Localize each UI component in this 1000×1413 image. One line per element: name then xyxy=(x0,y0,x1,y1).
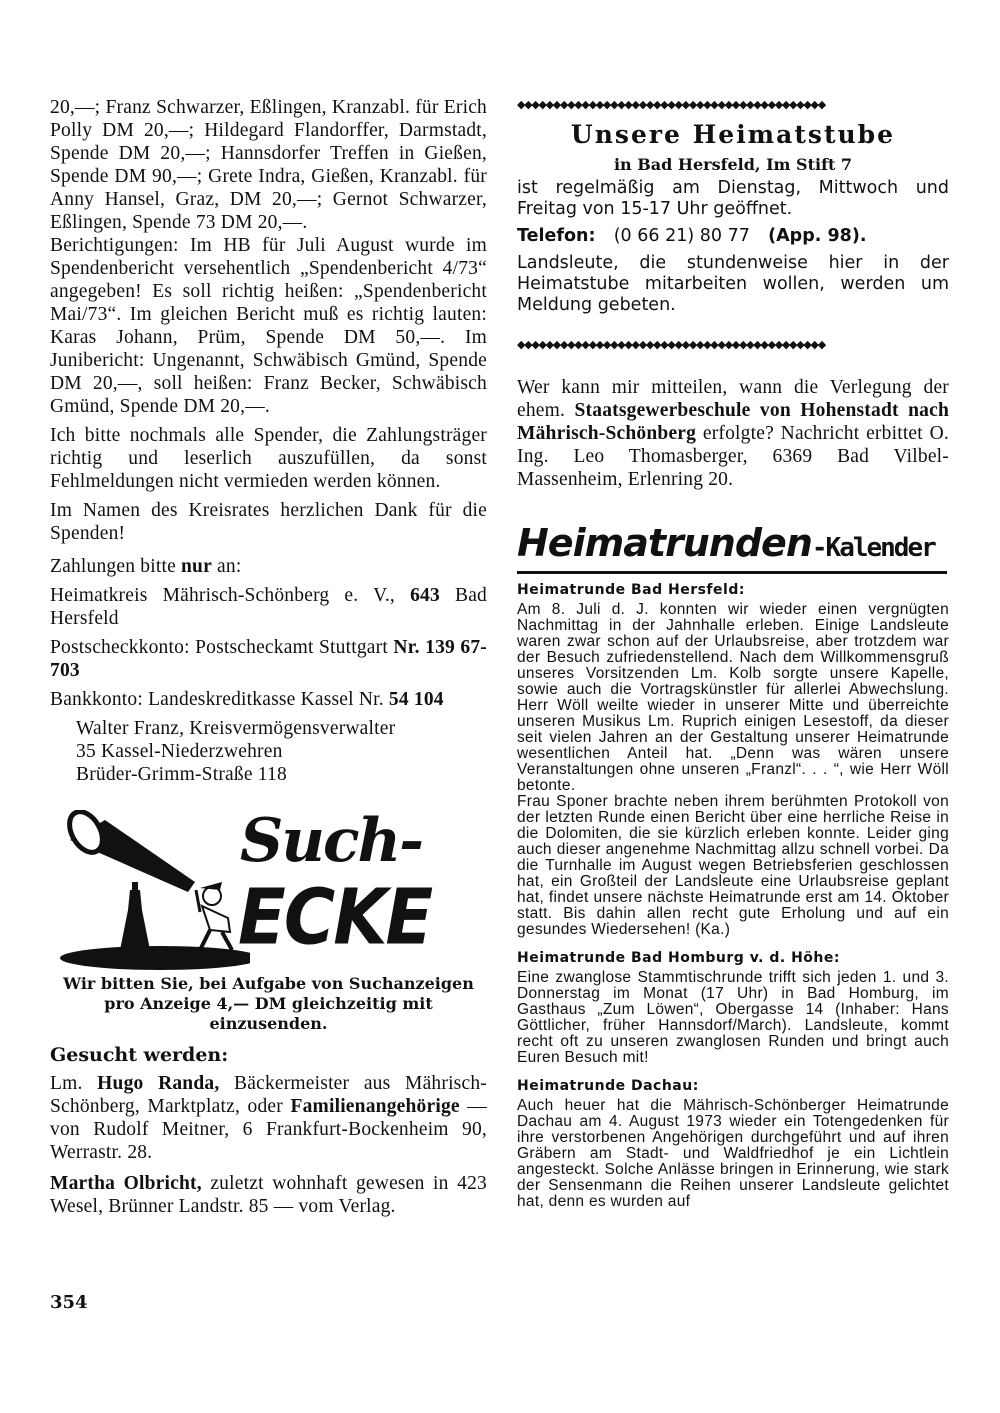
telescope-man-illustration xyxy=(50,810,250,970)
suchecke-title-block: ECKE xyxy=(238,871,432,963)
section-paragraph: Auch heuer hat die Mährisch-Schönberger Heimatrunde Dachau am 4. August 1973 wieder ein Totengedenken für ihre verstorbenen Angehörigen durchgeführt und auf ihren Gräbern am Stadt- und Waldfriedhof je ein Lichtlein angesteckt. Solche Anlässe bringen in Erinnerung, wie stark der Sensenmann die Reihen unserer Landsleute gelichtet hat, denn es wurden auf xyxy=(517,1097,949,1210)
left-column xyxy=(50,96,487,1218)
kalender-rule xyxy=(517,571,947,574)
suchecke-title-script: Such- xyxy=(240,806,423,876)
section-heading: Heimatrunde Bad Homburg v. d. Höhe: xyxy=(517,950,840,966)
heimatstube-volunteers: Landsleute, die stundenweise hier in der Heimatstube mitarbeiten wollen, werden um Meldung gebeten. xyxy=(517,253,949,315)
contact-line: 35 Kassel-Niederzwehren xyxy=(76,741,283,762)
heimatstube-title: Unsere Heimatstube xyxy=(570,120,896,149)
section-paragraph: Am 8. Juli d. J. konnten wir wieder einen vergnügten Nachmittag in der Jahnhalle erleben. Einige Landsleute waren zwar schon auf der Urlaubsreise, aber trotzdem war der Besuch zufriedenstellend. Nach dem Willkommensgruß unseres Vorsitzenden Lm. Kolb sorgte unsere Kapelle, sowie auch die Vortragskünstler für allerlei Abwechslung. Herr Wöll weilte wieder in unserer Mitte und überreichte unseren Musikus Lm. Ruprich einigen Lesestoff, da dieser seit vielen Jahren an der Gestaltung unserer Heimatrunde wesentlichen Anteil hat. „Denn was wären unsere Veranstaltungen ohne unseren „Franzl“. . . “, wie Herr Wöll betonte. xyxy=(517,601,949,794)
kalender-section xyxy=(517,1078,949,1210)
section-heading: Heimatrunde Dachau: xyxy=(517,1078,699,1094)
corrections-paragraph: Berichtigungen: Im HB für Juli August wurde im Spendenbericht versehentlich „Spendenbericht 4/73“ angegeben! Es soll richtig heißen: „Spendenbericht Mai/73“. Im gleichen Bericht muß es richtig lauten: Karas Johann, Prüm, Spende DM 50,—. Im Junibericht: Ungenannt, Schwäbisch Gmünd, Spende DM 20,—, soll heißen: Franz Becker, Schwäbisch Gmünd, Spende DM 20,—. xyxy=(50,235,487,417)
kalender-title xyxy=(517,521,949,565)
section-paragraph: Eine zwanglose Stammtischrunde trifft sich jeden 1. und 3. Donnerstag im Monat (17 Uhr) in Bad Homburg, im Gasthaus „Zum Löwen“, Obergasse 14 (Inhaber: Hans Göttlicher, früher Hannsdorf/March). Landsleute, kommt recht oft zu unseren zwanglosen Runden und bringt auch Euren Besuch mit! xyxy=(517,969,949,1066)
section-heading: Heimatrunde Bad Hersfeld: xyxy=(517,582,745,598)
section-paragraph: Frau Sponer brachte neben ihrem berühmten Protokoll von der letzten Runde einen Bericht über eine herrliche Reise in die Dolomiten, die sie kürzlich erleben konnte. Leider ging auch dieser angenehme Nachmittag allzu schnell vorbei. Da die Turnhalle im August wegen Betriebsferien geschlossen hat, ein Großteil der Landsleute eine Urlaubsreise geplant hat, findet unsere nächste Heimatrunde erst am 14. Oktober statt. Bis dahin allen recht gute Erholung und auf ein gesundes Wiedersehen! (Ka.) xyxy=(517,793,949,938)
diamond-divider: ◆◆◆◆◆◆◆◆◆◆◆◆◆◆◆◆◆◆◆◆◆◆◆◆◆◆◆◆◆◆◆◆◆◆◆◆◆◆◆◆◆◆◆ xyxy=(517,98,825,111)
wanted-entry: Martha Olbricht, zuletzt wohnhaft gewesen in 423 Wesel, Brünner Landstr. 85 — vom Verlag. xyxy=(50,1173,487,1217)
heimatstube-phone: Telefon: (0 66 21) 80 77 (App. 98). xyxy=(517,226,867,246)
heimatstube-subtitle: in Bad Hersfeld, Im Stift 7 xyxy=(613,155,853,174)
payment-intro: Zahlungen bitte nur an: xyxy=(50,556,242,577)
kalender-title-rest: -Kalender xyxy=(811,533,935,563)
diamond-divider: ◆◆◆◆◆◆◆◆◆◆◆◆◆◆◆◆◆◆◆◆◆◆◆◆◆◆◆◆◆◆◆◆◆◆◆◆◆◆◆◆◆◆◆ xyxy=(517,338,825,351)
page-number: 354 xyxy=(50,1292,88,1313)
donor-request-paragraph: Ich bitte nochmals alle Spender, die Zahlungsträger richtig und leserlich auszufüllen, da sonst Fehlmeldungen nicht vermieden werden können. xyxy=(50,425,487,492)
school-query: Wer kann mir mitteilen, wann die Verlegung der ehem. Staatsgewerbeschule von Hohenstadt nach Mährisch-Schönberg erfolgte? Nachricht erbittet O. Ing. Leo Thomasberger, 6369 Bad Vilbel-Massenheim, Erlenring 20. xyxy=(517,377,949,490)
contact-line: Brüder-Grimm-Straße 118 xyxy=(76,764,287,785)
thanks-paragraph: Im Namen des Kreisrates herzlichen Dank für die Spenden! xyxy=(50,500,487,544)
payee-address: Heimatkreis Mährisch-Schönberg e. V., 643 Bad Hersfeld xyxy=(50,585,487,629)
kalender-section xyxy=(517,950,949,1066)
suchecke-banner xyxy=(50,806,480,970)
suchecke-notice: Wir bitten Sie, bei Aufgabe von Suchanzeigen pro Anzeige 4,— DM gleichzeitig mit einzusenden. xyxy=(63,974,474,1033)
postscheck-account: Postscheckkonto: Postscheckamt Stuttgart Nr. 139 67-703 xyxy=(50,637,487,681)
bank-account: Bankkonto: Landeskreditkasse Kassel Nr. 54 104 xyxy=(50,689,444,710)
kalender-title-script: Heimatrunden xyxy=(517,521,812,565)
contact-block xyxy=(50,717,487,786)
heimatstube-hours: ist regelmäßig am Dienstag, Mittwoch und Freitag von 15-17 Uhr geöffnet. xyxy=(517,178,949,219)
kalender-section xyxy=(517,582,949,938)
donations-list: 20,—; Franz Schwarzer, Eßlingen, Kranzabl. für Erich Polly DM 20,—; Hildegard Flandorffer, Darmstadt, Spende DM 20,—; Hannsdorfer Treffen in Gießen, Spende DM 90,—; Grete Indra, Gießen, Kranzabl. für Anny Hansel, Graz, DM 20,—; Gernot Schwarzer, Eßlingen, Spende 73 DM 20,—. xyxy=(50,97,487,233)
right-column xyxy=(517,98,949,1210)
wanted-entry: Lm. Hugo Randa, Bäckermeister aus Mährisch-Schönberg, Marktplatz, oder Familienangehörige — von Rudolf Meitner, 6 Frankfurt-Bockenheim 90, Werrastr. 28. xyxy=(50,1073,487,1163)
contact-line: Walter Franz, Kreisvermögensverwalter xyxy=(76,718,396,739)
wanted-heading: Gesucht werden: xyxy=(50,1044,229,1066)
